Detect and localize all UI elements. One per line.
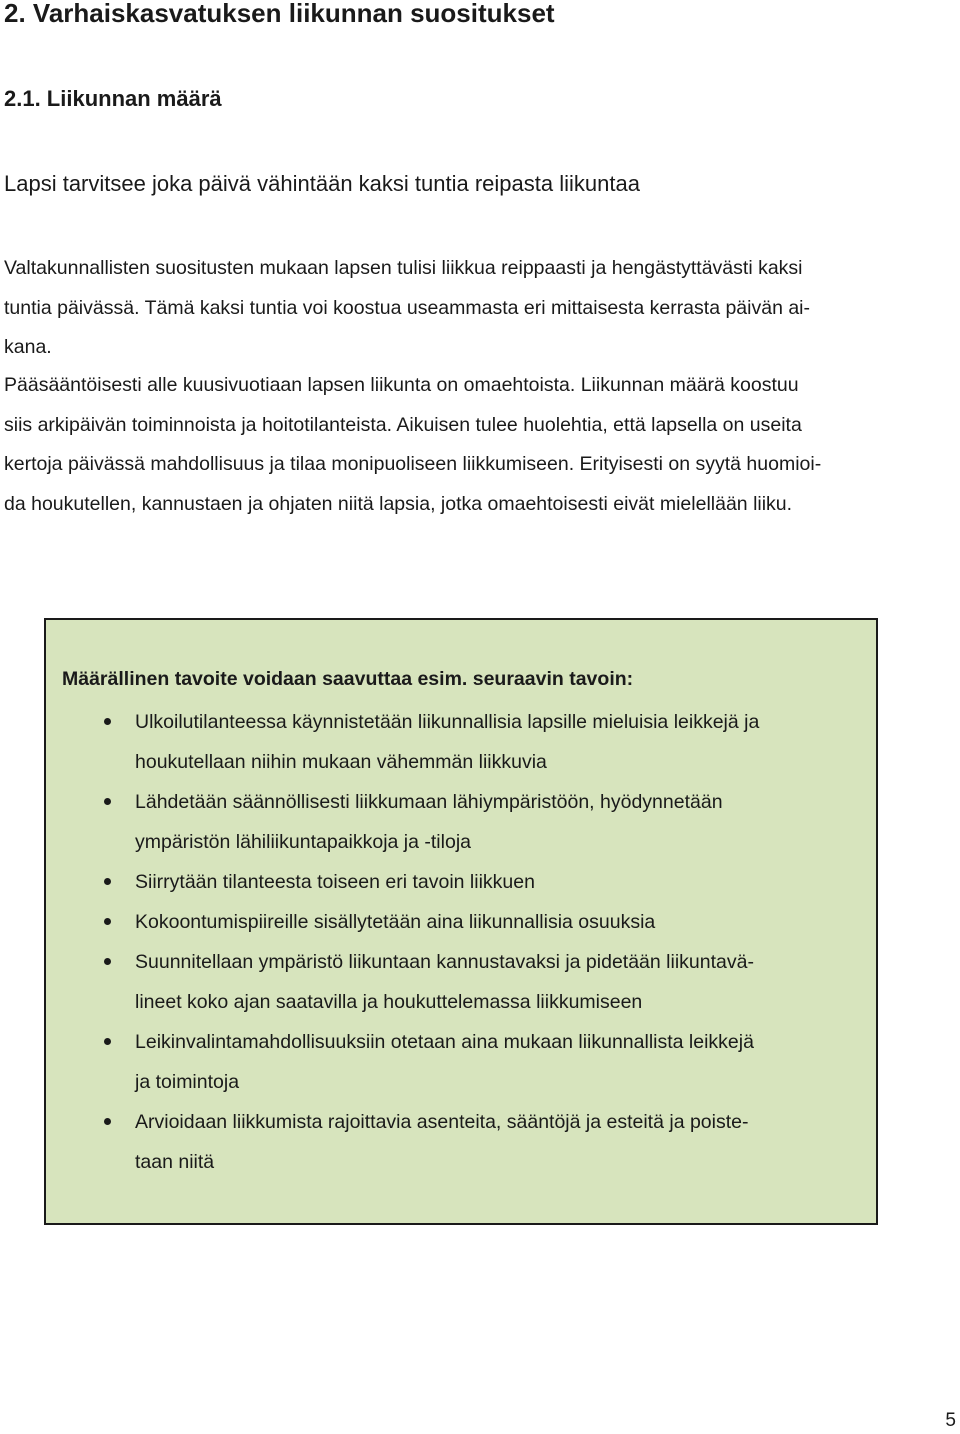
- page-number: 5: [945, 1410, 956, 1431]
- paragraph-recommendation: [4, 249, 934, 368]
- list-item-line: Suunnitellaan ympäristö liikuntaan kannustavaksi ja pidetään liikuntavä-: [135, 951, 754, 973]
- list-item-line: Kokoontumispiireille sisällytetään aina liikunnallisia osuuksia: [135, 911, 656, 933]
- paragraph-line: kana.: [4, 336, 52, 358]
- bullet-icon: [104, 918, 111, 925]
- lead-sentence: Lapsi tarvitsee joka päivä vähintään kaksi tuntia reipasta liikuntaa: [4, 171, 640, 196]
- page-heading: 2. Varhaiskasvatuksen liikunnan suositukset: [4, 0, 555, 28]
- bullet-icon: [104, 1118, 111, 1125]
- list-item-line: ja toimintoja: [135, 1071, 240, 1093]
- list-item: [46, 902, 876, 942]
- list-item-line: taan niitä: [135, 1151, 215, 1173]
- paragraph-line: tuntia päivässä. Tämä kaksi tuntia voi koostua useammasta eri mittaisesta kerrasta päivän ai-: [4, 296, 811, 319]
- list-item: [46, 862, 876, 902]
- goal-list: [46, 702, 876, 1182]
- bullet-icon: [104, 1038, 111, 1045]
- paragraph-line: kertoja päivässä mahdollisuus ja tilaa monipuoliseen liikkumiseen. Erityisesti on syytä huomioi-: [4, 453, 822, 475]
- section-heading: 2.1. Liikunnan määrä: [4, 86, 222, 111]
- list-item-line: Leikinvalintamahdollisuuksiin otetaan aina mukaan liikunnallista leikkejä: [135, 1031, 754, 1053]
- list-item-line: houkutellaan niihin mukaan vähemmän liikkuvia: [135, 751, 547, 773]
- bullet-icon: [104, 878, 111, 885]
- bullet-icon: [104, 958, 111, 965]
- list-item: [46, 1022, 876, 1102]
- goal-box: [44, 618, 878, 1225]
- goal-box-title: Määrällinen tavoite voidaan saavuttaa esim. seuraavin tavoin:: [62, 668, 634, 690]
- list-item: [46, 942, 876, 1022]
- list-item-line: Lähdetään säännöllisesti liikkumaan lähiympäristöön, hyödynnetään: [135, 791, 723, 813]
- paragraph-line: siis arkipäivän toiminnoista ja hoitotilanteista. Aikuisen tulee huolehtia, että lapsella on useita: [4, 413, 802, 436]
- paragraph-under-six: [4, 366, 934, 524]
- paragraph-line: Pääsääntöisesti alle kuusivuotiaan lapsen liikunta on omaehtoista. Liikunnan määrä koostuu: [4, 374, 799, 396]
- list-item: [46, 702, 876, 782]
- paragraph-line: da houkutellen, kannustaen ja ohjaten niitä lapsia, jotka omaehtoisesti eivät mielellään liiku.: [4, 492, 793, 515]
- list-item-line: ympäristön lähiliikuntapaikkoja ja -tiloja: [135, 831, 471, 853]
- list-item-line: Siirrytään tilanteesta toiseen eri tavoin liikkuen: [135, 871, 535, 893]
- bullet-icon: [104, 798, 111, 805]
- list-item: [46, 1102, 876, 1182]
- list-item: [46, 782, 876, 862]
- list-item-line: Ulkoilutilanteessa käynnistetään liikunnallisia lapsille mieluisia leikkejä ja: [135, 711, 760, 733]
- paragraph-line: Valtakunnallisten suositusten mukaan lapsen tulisi liikkua reippaasti ja hengästyttävästi kaksi: [4, 257, 803, 279]
- bullet-icon: [104, 718, 111, 725]
- list-item-line: lineet koko ajan saatavilla ja houkuttelemassa liikkumiseen: [135, 991, 643, 1013]
- list-item-line: Arvioidaan liikkumista rajoittavia asenteita, sääntöjä ja esteitä ja poiste-: [135, 1111, 749, 1133]
